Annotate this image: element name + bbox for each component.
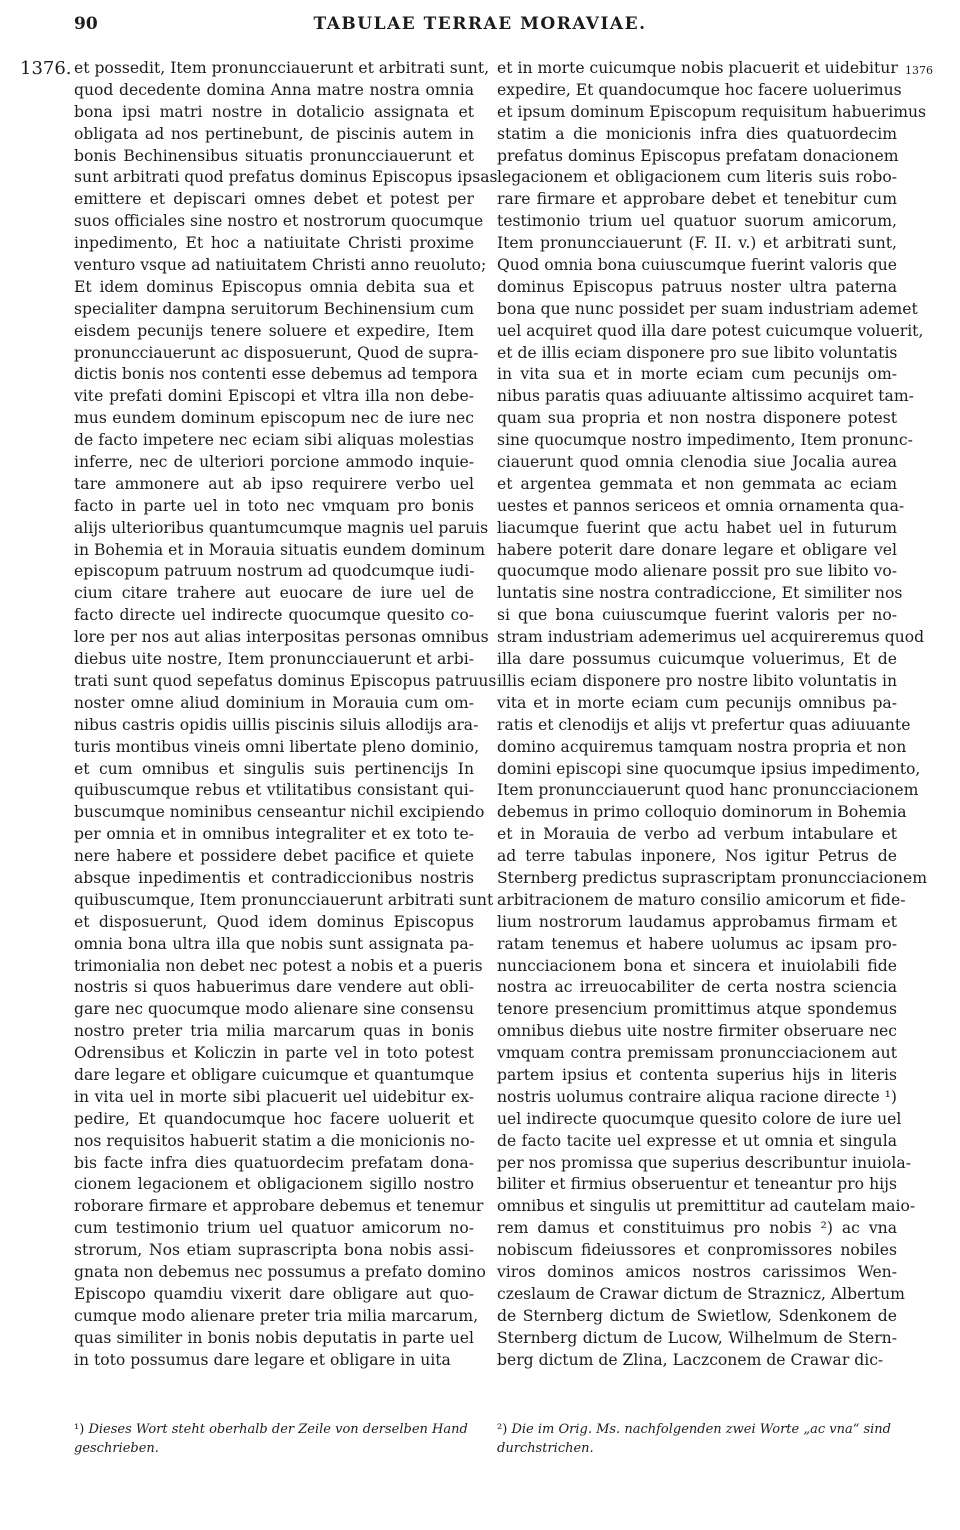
text-line: inferre, nec de ulteriori porcione ammodo inquie- — [74, 453, 474, 472]
text-line: et argentea gemmata et non gemmata ac eciam — [497, 474, 897, 493]
page-number: 90 — [74, 14, 98, 34]
text-line: gare nec quocumque modo alienare sine consensu — [74, 1000, 474, 1019]
text-line: venturo vsque ad natiuitatem Christi anno reuoluto; — [74, 256, 487, 275]
text-line: cumque modo alienare preter tria milia marcarum, — [74, 1306, 479, 1325]
text-line: gnata non debemus nec possumus a prefato domino — [74, 1262, 486, 1281]
text-line: nostris si quos habuerimus dare vendere aut obli- — [74, 978, 474, 997]
text-line: uel acquiret quod illa dare potest cuicumque voluerit, — [497, 321, 924, 340]
text-line: uel indirecte quocumque quesito colore de iure uel — [497, 1109, 902, 1128]
text-line: de facto impetere nec eciam sibi aliquas molestias — [74, 431, 474, 450]
footnote-1-text: Dieses Wort steht oberhalb der Zeile von derselben Hand geschrieben. — [74, 1422, 468, 1456]
footnote-1 — [74, 1420, 474, 1458]
text-line: cionem legacionem et obligacionem sigillo nostro — [74, 1175, 474, 1194]
text-line: tare ammonere aut ab ipso requirere verbo uel — [74, 474, 474, 493]
text-line: pedire, Et quandocumque hoc facere uoluerit et — [74, 1109, 474, 1128]
text-line: luntatis sine nostra contradiccione, Et similiter nos — [497, 584, 903, 603]
text-line: si que bona cuiuscumque fuerint valoris per no- — [497, 606, 897, 625]
text-line: bonis Bechinensibus situatis pronuncciauerunt et — [74, 146, 474, 165]
text-line: domino acquiremus tamquam nostra propria et non — [497, 737, 907, 756]
text-line: partem ipsius et contenta superius hijs in literis — [497, 1065, 897, 1084]
text-line: quam sua propria et non nostra disponere potest — [497, 409, 897, 428]
text-line: de facto tacite uel expresse et ut omnia et singula — [497, 1131, 897, 1150]
text-line: strorum, Nos etiam suprascripta bona nobis assi- — [74, 1241, 474, 1260]
text-line: debemus in primo colloquio dominorum in Bohemia — [497, 803, 907, 822]
text-line: czeslaum de Crawar dictum de Straznicz, Albertum — [497, 1284, 905, 1303]
text-line: cum testimonio trium uel quatuor amicorum no- — [74, 1219, 474, 1238]
text-line: nere habere et possidere debet pacifice et quiete — [74, 847, 474, 866]
text-line: sine quocumque nostro impedimento, Item pronunc- — [497, 431, 913, 450]
text-line: statim a die monicionis infra dies quatuordecim — [497, 124, 897, 143]
text-line: quibuscumque rebus et vtilitatibus consistant qui- — [74, 781, 474, 800]
text-line: pronuncciauerunt ac disposuerunt, Quod de supra- — [74, 343, 479, 362]
text-line: alijs ulterioribus quantumcumque magnis uel paruis — [74, 518, 489, 537]
text-line: uestes et pannos sericeos et omnia ornamenta qua- — [497, 496, 905, 515]
text-line: lium nostrorum laudamus approbamus firmam et — [497, 912, 897, 931]
text-line: vita et in morte eciam cum pecunijs omnibus pa- — [497, 693, 897, 712]
text-line: berg dictum de Zlina, Laczconem de Crawar dic- — [497, 1350, 884, 1369]
text-line: vmquam contra premissam pronuncciacionem aut — [497, 1044, 897, 1063]
text-line: specialiter dampna seruitorum Bechinensium cum — [74, 299, 474, 318]
text-line: omnibus et singulis ut premittitur ad cautelam maio- — [497, 1197, 916, 1216]
text-line: per nos promissa que superius describuntur inuiola- — [497, 1153, 911, 1172]
footnote-1-mark: ¹) — [74, 1422, 85, 1437]
text-line: dominus Episcopus patruus noster ultra paterna — [497, 277, 897, 296]
text-line: nostro preter tria milia marcarum quas in bonis — [74, 1022, 474, 1041]
text-line: et cum omnibus et singulis suis pertinencijs In — [74, 759, 474, 778]
text-line: expedire, Et quandocumque hoc facere uoluerimus — [497, 80, 902, 99]
text-line: et ipsum dominum Episcopum requisitum habuerimus — [497, 102, 927, 121]
text-line: stram industriam ademerimus uel acquireremus quod — [497, 628, 925, 647]
text-line: rare firmare et approbare debet et tenebitur cum — [497, 190, 897, 209]
footnote-2 — [497, 1420, 897, 1458]
text-line: quocumque modo alienare possit pro sue libito vo- — [497, 562, 897, 581]
text-line: Odrensibus et Koliczin in parte vel in toto potest — [74, 1044, 474, 1063]
text-line: tenore presencium promittimus atque spondemus — [497, 1000, 897, 1019]
text-line: facto directe uel indirecte quocumque quesito co- — [74, 606, 474, 625]
text-line: eisdem pecunijs tenere soluere et expedire, Item — [74, 321, 474, 340]
text-line: bona ipsi matri nostre in dotalicio assignata et — [74, 102, 474, 121]
text-column-left — [74, 58, 498, 1371]
text-line: nuncciacionem bona et sincera et inuiolabili fide — [497, 956, 897, 975]
text-line: quod decedente domina Anna matre nostra omnia — [74, 80, 474, 99]
margin-year-right: 1376 — [905, 64, 933, 77]
text-line: biliter et firmius obseruentur et teneantur pro hijs — [497, 1175, 897, 1194]
text-line: buscumque nominibus censeantur nichil excipiendo — [74, 803, 485, 822]
text-line: bis facte infra dies quatuordecim prefatam dona- — [74, 1153, 474, 1172]
text-line: mus eundem dominum episcopum nec de iure nec — [74, 409, 474, 428]
text-line: omnibus diebus uite nostre firmiter obseruare nec — [497, 1022, 897, 1041]
text-line: et in morte cuicumque nobis placuerit et uidebitur — [497, 59, 898, 77]
text-line: emittere et depiscari omnes debet et potest per — [74, 190, 474, 209]
text-line: liacumque fuerint que actu habet uel in futurum — [497, 518, 897, 537]
footnote-2-text: Die im Orig. Ms. nachfolgenden zwei Worte „ac vna“ sind durchstrichen. — [497, 1422, 892, 1456]
text-line: de Sternberg dictum de Swietlow, Sdenkonem de — [497, 1306, 897, 1325]
text-line: Item pronuncciauerunt quod hanc pronuncciacionem — [497, 781, 919, 800]
text-line: Sternberg predictus suprascriptam pronuncciacionem — [497, 868, 928, 887]
text-line: dare legare et obligare cuicumque et quantumque — [74, 1065, 474, 1084]
text-line: noster omne aliud dominium in Morauia cum om- — [74, 693, 474, 712]
text-line: quibuscumque, Item pronuncciauerunt arbitrati sunt — [74, 890, 494, 909]
margin-year-left: 1376. — [20, 58, 72, 79]
text-line: episcopum patruum nostrum ad quodcumque iudi- — [74, 562, 475, 581]
text-line: nibus castris opidis uillis piscinis siluis allodijs ara- — [74, 715, 479, 734]
text-line: et possedit, Item pronuncciauerunt et arbitrati sunt, — [74, 59, 490, 77]
text-line: legacionem et obligacionem cum literis suis robo- — [497, 168, 897, 187]
text-line: facto in parte uel in toto nec vmquam pro bonis — [74, 496, 474, 515]
text-line: absque inpedimentis et contradiccionibus nostris — [74, 868, 474, 887]
text-line: nos requisitos habuerit statim a die monicionis no- — [74, 1131, 475, 1150]
text-line: suos officiales sine nostro et nostrorum quocumque — [74, 212, 484, 231]
text-line: Quod omnia bona cuiuscumque fuerint valoris que — [497, 256, 897, 275]
text-line: Sternberg dictum de Lucow, Wilhelmum de Stern- — [497, 1328, 897, 1347]
text-line: testimonio trium uel quatuor suorum amicorum, — [497, 212, 897, 231]
text-line: nostra ac irreuocabiliter de certa nostra sciencia — [497, 978, 897, 997]
text-line: turis montibus vineis omni libertate pleno dominio, — [74, 737, 480, 756]
text-line: dictis bonis nos contenti esse debemus ad tempora — [74, 365, 478, 384]
text-line: illa dare possumus cuicumque voluerimus, Et de — [497, 650, 897, 669]
footnote-2-mark: ²) — [497, 1422, 508, 1437]
text-line: in Bohemia et in Morauia situatis eundem dominum — [74, 540, 486, 559]
text-line: Episcopo quamdiu vixerit dare obligare aut quo- — [74, 1284, 474, 1303]
text-line: domini episcopi sine quocumque ipsius impedimento, — [497, 759, 921, 778]
running-head: TABULAE TERRAE MORAVIAE. — [313, 14, 647, 34]
text-line: viros dominos amicos nostros carissimos Wen- — [497, 1262, 897, 1281]
text-line: inpedimento, Et hoc a natiuitate Christi proxime — [74, 234, 474, 253]
text-line: cium citare trahere aut euocare de iure uel de — [74, 584, 474, 603]
text-line: rem damus et constituimus pro nobis ²) ac vna — [497, 1219, 897, 1238]
text-line: nobiscum fideiussores et conpromissores nobiles — [497, 1241, 897, 1260]
text-line: obligata ad nos pertinebunt, de piscinis autem in — [74, 124, 474, 143]
text-line: ratis et clenodijs et alijs vt prefertur quas adiuuante — [497, 715, 911, 734]
text-line: in vita uel in morte sibi placuerit uel uidebitur ex- — [74, 1087, 474, 1106]
text-line: et disposuerunt, Quod idem dominus Episcopus — [74, 912, 474, 931]
text-line: trati sunt quod sepefatus dominus Episcopus patruus — [74, 671, 497, 690]
text-line: habere poterit dare donare legare et obligare vel — [497, 540, 897, 559]
text-line: vite prefati domini Episcopi et vltra illa non debe- — [74, 387, 474, 406]
text-line: quas similiter in bonis nobis deputatis in parte uel — [74, 1328, 474, 1347]
text-line: ratam tenemus et habere uolumus ac ipsam pro- — [497, 934, 897, 953]
text-line: omnia bona ultra illa que nobis sunt assignata pa- — [74, 934, 474, 953]
text-line: ad terre tabulas inponere, Nos igitur Petrus de — [497, 847, 897, 866]
text-line: et in Morauia de verbo ad verbum intabulare et — [497, 825, 897, 844]
text-line: diebus uite nostre, Item pronuncciauerunt et arbi- — [74, 650, 474, 669]
text-line: et de illis eciam disponere pro sue libito voluntatis — [497, 343, 898, 362]
text-line: trimonialia non debet nec potest a nobis et a pueris — [74, 956, 483, 975]
text-line: nibus paratis quas adiuuante altissimo acquiret tam- — [497, 387, 914, 406]
text-line: lore per nos aut alias interpositas personas omnibus — [74, 628, 489, 647]
text-line: per omnia et in omnibus integraliter et ex toto te- — [74, 825, 474, 844]
text-line: sunt arbitrati quod prefatus dominus Episcopus ipsas — [74, 168, 498, 187]
text-line: arbitracionem de maturo consilio amicorum et fide- — [497, 890, 906, 909]
text-line: nostris uolumus contraire aliqua racione directe ¹) — [497, 1087, 897, 1106]
text-line: in vita sua et in morte eciam cum pecunijs om- — [497, 365, 897, 384]
text-line: in toto possumus dare legare et obligare in uita — [74, 1350, 451, 1369]
text-line: prefatus dominus Episcopus prefatam donacionem — [497, 146, 899, 165]
text-line: roborare firmare et approbare debemus et tenemur — [74, 1197, 484, 1216]
text-line: illis eciam disponere pro nostre libito voluntatis in — [497, 671, 897, 690]
text-line: Item pronuncciauerunt (F. II. v.) et arbitrati sunt, — [497, 234, 897, 253]
text-line: Et idem dominus Episcopus omnia debita sua et — [74, 277, 474, 296]
text-line: bona que nunc possidet per suam industriam ademet — [497, 299, 918, 318]
text-line: ciauerunt quod omnia clenodia siue Jocalia aurea — [497, 453, 897, 472]
